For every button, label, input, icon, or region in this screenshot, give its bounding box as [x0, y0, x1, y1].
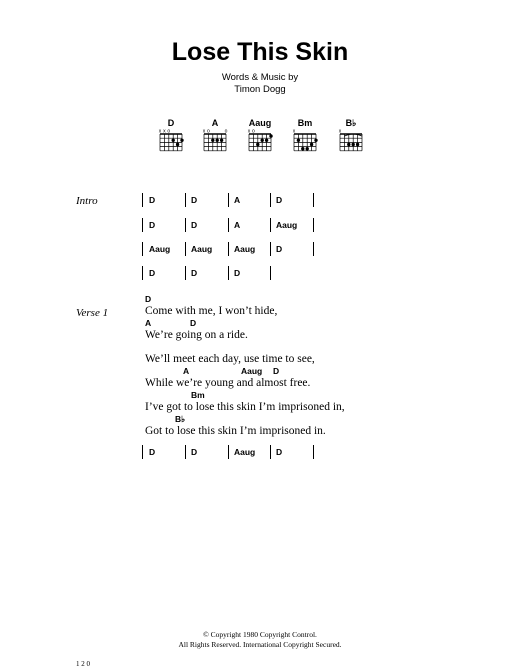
lyric-chord: A	[145, 318, 152, 328]
finger-dot	[356, 143, 359, 146]
song-credits	[0, 72, 520, 96]
string-mark: o	[224, 128, 228, 135]
string-mark: x	[292, 128, 296, 135]
string-mark: o	[252, 128, 255, 135]
verse-1-lyrics	[145, 294, 345, 438]
finger-dot	[352, 143, 355, 146]
bar-chord: D	[191, 447, 198, 457]
bar-chord: D	[191, 268, 198, 278]
copyright	[0, 630, 520, 650]
finger-dot	[297, 139, 300, 142]
lyric-chord: D	[190, 318, 197, 328]
finger-dot	[314, 139, 317, 142]
chord-diagram-bflat	[338, 118, 364, 154]
lyric-text: We’ll meet each day, use time to see,	[145, 353, 315, 365]
lyric-text: Come with me, I won’t hide,	[145, 305, 278, 317]
chord-diagrams	[0, 118, 520, 158]
chord-diagram-aaug	[247, 118, 273, 154]
chord-grid	[202, 128, 228, 154]
section-label-intro: Intro	[76, 195, 98, 207]
lyric-line	[145, 342, 345, 366]
lyric-chord: Aaug	[241, 366, 263, 376]
finger-dot	[180, 139, 183, 142]
string-mark: x	[247, 128, 251, 135]
bar-chord: Aaug	[149, 244, 171, 254]
lyric-text: Got to lose this skin I’m imprisoned in.	[145, 425, 326, 437]
finger-dot	[261, 139, 264, 142]
finger-dot	[211, 139, 214, 142]
section-label-verse-1: Verse 1	[76, 307, 109, 319]
chord-diagram-name: Aaug	[248, 118, 272, 128]
lyric-text: I’ve got to lose this skin I’m imprisoned in,	[145, 401, 345, 413]
chord-diagram-name: B♭	[345, 118, 357, 128]
finger-dot	[347, 143, 350, 146]
string-mark: x	[158, 128, 162, 135]
bar-chord: D	[149, 447, 156, 457]
finger-dot	[265, 139, 268, 142]
bar-chord: D	[276, 244, 283, 254]
lyric-chord: B♭	[175, 414, 186, 424]
bar-chord: Aaug	[276, 220, 298, 230]
chord-grid	[247, 128, 273, 154]
bar-chord: D	[191, 195, 198, 205]
lyric-line	[145, 318, 345, 342]
chord-diagram-name: D	[167, 118, 175, 128]
lyric-chord: Bm	[191, 390, 205, 400]
finger-dot	[306, 147, 309, 150]
string-mark: o	[167, 128, 171, 135]
lyric-line	[145, 294, 345, 318]
lyric-line	[145, 366, 345, 390]
bar-chord: D	[234, 268, 241, 278]
chord-diagram-d	[158, 118, 184, 154]
chord-diagram-name: Bm	[297, 118, 313, 128]
song-title: Lose This Skin	[171, 38, 349, 66]
string-mark: x	[163, 128, 166, 135]
copyright-line-1: © Copyright 1980 Copyright Control.	[203, 630, 317, 639]
chord-diagram-name: A	[211, 118, 219, 128]
chord-diagram-bm	[292, 118, 318, 154]
copyright-line-2: All Rights Reserved. International Copyright Secured.	[178, 640, 342, 649]
chord-grid	[292, 128, 318, 154]
page-number: 1 2 0	[76, 660, 90, 668]
lyric-chord: D	[145, 294, 152, 304]
finger-dot	[269, 134, 272, 137]
bar-chord: D	[149, 268, 156, 278]
lyric-line	[145, 414, 345, 438]
string-mark: x	[338, 128, 342, 135]
lyric-line	[145, 390, 345, 414]
finger-dot	[301, 147, 304, 150]
credits-line-1: Words & Music by	[221, 72, 299, 83]
bar-chord: D	[149, 220, 156, 230]
bar-chord: D	[191, 220, 198, 230]
finger-dot	[172, 139, 175, 142]
lyric-chord: D	[273, 366, 280, 376]
chord-grid	[158, 128, 184, 154]
finger-dot	[216, 139, 219, 142]
finger-dot	[220, 139, 223, 142]
finger-dot	[176, 143, 179, 146]
credits-line-2: Timon Dogg	[234, 84, 286, 95]
finger-dot	[310, 143, 313, 146]
finger-dot	[256, 143, 259, 146]
bar-chord: D	[276, 447, 283, 457]
string-mark: x	[202, 128, 206, 135]
chord-grid	[338, 128, 364, 154]
bar-chord: D	[276, 195, 283, 205]
bar-chord: D	[149, 195, 156, 205]
chord-diagram-a	[202, 118, 228, 154]
string-mark: o	[207, 128, 210, 135]
lyric-chord: A	[183, 366, 190, 376]
lyric-text: While we’re young and almost free.	[145, 377, 311, 389]
bar-chord: Aaug	[191, 244, 213, 254]
lyric-text: We’re going on a ride.	[145, 329, 248, 341]
bar-chord: Aaug	[234, 244, 256, 254]
bar-chord: A	[234, 220, 241, 230]
bar-chord: A	[234, 195, 241, 205]
bar-chord: Aaug	[234, 447, 256, 457]
